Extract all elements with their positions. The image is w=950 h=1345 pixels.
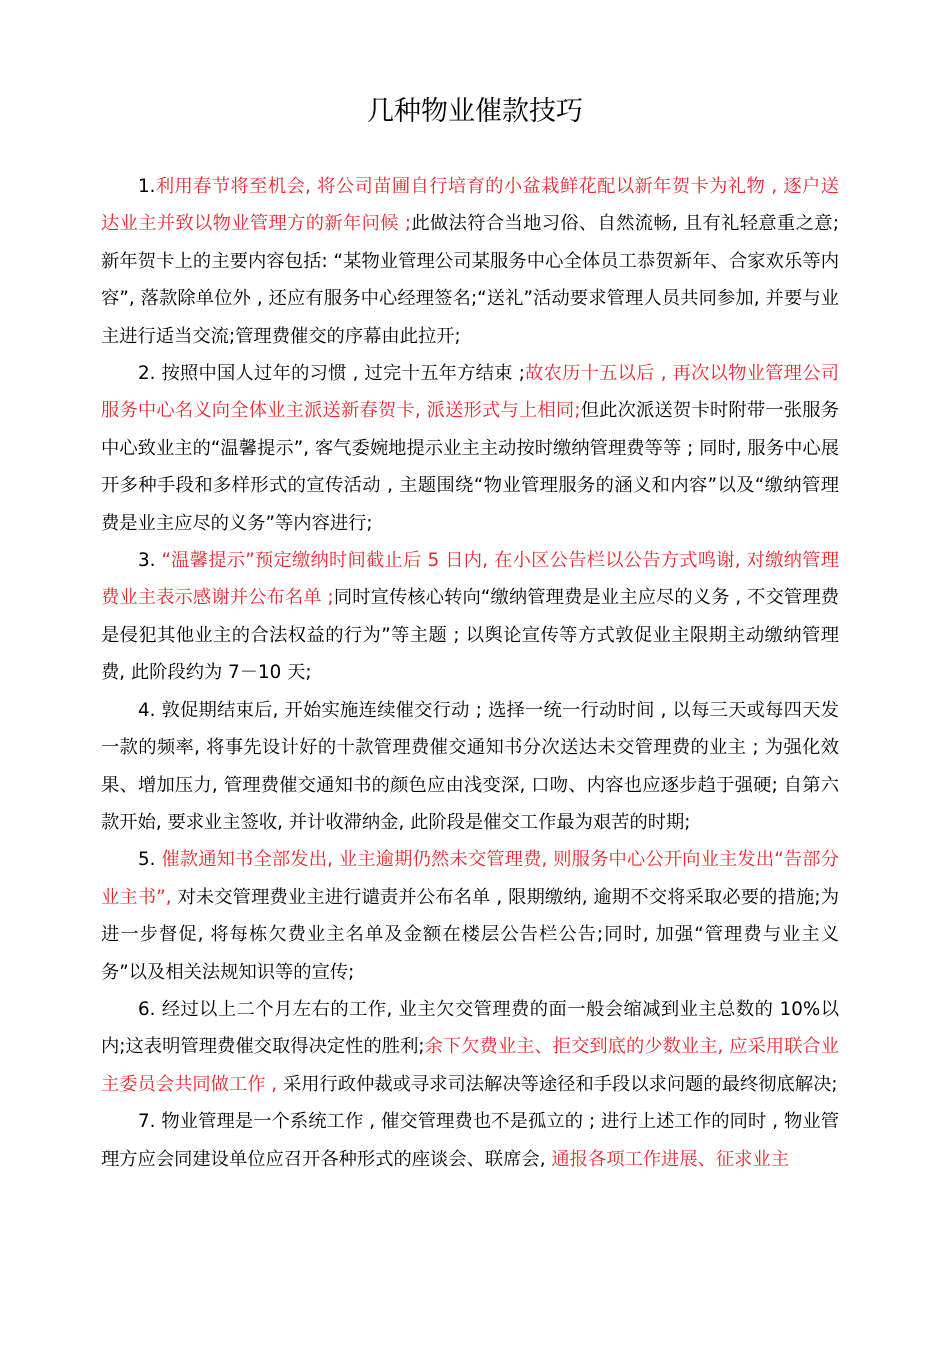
body-text-segment: 对未交管理费业主进行谴责并公布名单 , 限期缴纳, 逾期不交将采取必要的措施;为进一步督促, 将每栋欠费业主名单及金额在楼层公告栏公告;同时, 加强“管理费与业主义务”以及相关法规知识等的宣传; xyxy=(101,886,839,983)
body-text-segment: 7. 物业管理是一个系统工作 , 催交管理费也不是孤立的 ; 进行上述工作的同时 , 物业管理方应会同建设单位应召开各种形式的座谈会、联席会, xyxy=(101,1111,839,1170)
body-text-segment: 此做法符合当地习俗、自然流畅, 且有礼轻意重之意;新年贺卡上的主要内容包括: “某物业管理公司某服务中心全体员工恭贺新年、合家欢乐等内容”, 落款除单位外 , 还应有服务中心经理签名;“送礼”活动要求管理人员共同参加, 并要与业主进行适当交流;管理费催交的序幕由此拉开; xyxy=(101,213,839,347)
body-text-segment: 1. xyxy=(138,176,156,197)
highlighted-text: 利用春节将至机会, 将公司苗圃自行培育的小盆栽鲜花配以新年贺卡为礼物 , 逐户送达业主并致以物业管理方的新年问候 ; xyxy=(101,176,839,235)
paragraph-7 xyxy=(101,1103,839,1178)
paragraph-4 xyxy=(101,692,839,842)
body-text-segment: 采用行政仲裁或寻求司法解决等途径和手段以求问题的最终彻底解决; xyxy=(277,1073,838,1095)
paragraph-6 xyxy=(101,991,839,1103)
document-title: 几种物业催款技巧 xyxy=(367,96,583,127)
paragraph-3 xyxy=(101,542,839,692)
paragraph-5 xyxy=(101,841,839,991)
highlighted-text: 故农历十五以后 , 再次以物业管理公司服务中心名义向全体业主派送新春贺卡, 派送形式与上相同; xyxy=(101,363,839,422)
highlighted-text: 通报各项工作进展、征求业主 xyxy=(545,1148,790,1170)
body-text-segment: 3. xyxy=(138,550,162,572)
document-body xyxy=(101,168,839,1178)
body-text-segment: 但此次派送贺卡时附带一张服务中心致业主的“温馨提示”, 客气委婉地提示业主主动按时缴纳管理费等等 ; 同时, 服务中心展开多种手段和多样形式的宣传活动 , 主题围绕“物业管理服务的涵义和内容”以及“缴纳管理费是业主应尽的义务”等内容进行; xyxy=(101,400,840,534)
body-text-segment: 4. 敦促期结束后, 开始实施连续催交行动 ; 选择一统一行动时间 , 以每三天或每四天发一款的频率, 将事先设计好的十款管理费催交通知书分次送达未交管理费的业主 ; 为强化效果、增加压力, 管理费催交通知书的颜色应由浅变深, 口吻、内容也应逐步趋于强硬; 自第六款开始, 要求业主签收, 并计收滞纳金, 此阶段是催交工作最为艰苦的时期; xyxy=(101,699,839,833)
body-text-segment: 同时宣传核心转向“缴纳管理费是业主应尽的义务 , 不交管理费是侵犯其他业主的合法权益的行为”等主题 ; 以舆论宣传等方式敦促业主限期主动缴纳管理费, 此阶段约为 7－10 天; xyxy=(101,587,839,684)
body-text-segment: 2. 按照中国人过年的习惯 , 过完十五年方结束 ; xyxy=(138,363,525,385)
highlighted-text: “温馨提示”预定缴纳时间截止后 5 日内, 在小区公告栏以公告方式鸣谢, 对缴纳管理费业主表示感谢并公布名单 ; xyxy=(101,550,839,609)
highlighted-text: 催款通知书全部发出, 业主逾期仍然未交管理费, 则服务中心公开向业主发出“告部分业主书”, xyxy=(101,849,839,908)
paragraph-1 xyxy=(101,168,839,355)
body-text-segment: 6. 经过以上二个月左右的工作, 业主欠交管理费的面一般会缩减到业主总数的 10%以内;这表明管理费催交取得决定性的胜利; xyxy=(101,998,839,1058)
body-text-segment: 5. xyxy=(138,849,162,871)
highlighted-text: 余下欠费业主、拒交到底的少数业主, 应采用联合业主委员会共同做工作 , xyxy=(101,1036,839,1095)
paragraph-2 xyxy=(101,355,839,542)
